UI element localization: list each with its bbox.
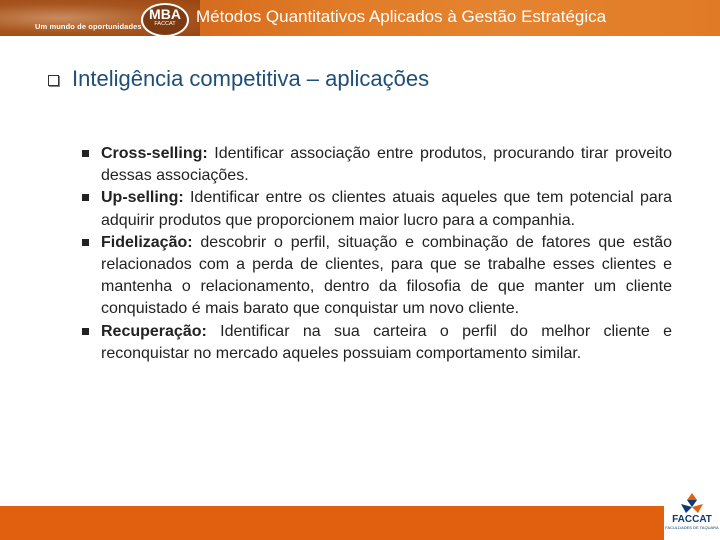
item-text: Identificar na sua carteira o perfil do melhor cliente e reconquistar no mercado aqueles possuiam comportamento similar. [101,322,672,362]
list-item-up-selling [82,187,672,231]
faccat-logo [664,488,720,540]
item-term: Recuperação: [101,322,207,340]
item-term: Fidelização: [101,233,193,251]
list-item-recuperacao [82,321,672,365]
mba-logo-subtext: FACCAT [154,21,176,27]
faccat-emblem-icon [677,492,707,514]
square-bullet-icon [82,239,89,246]
mba-logo-text: MBA [149,6,181,22]
list-item-cross-selling [82,143,672,187]
item-term: Cross-selling: [101,145,208,162]
faccat-logo-subtext: FACULDADES DE TAQUARA [665,525,719,530]
square-bullet-icon [82,194,89,201]
heading-text: Inteligência competitiva – aplicações [72,66,430,91]
footer-bar [0,506,720,540]
bullet-list [82,143,672,365]
item-term: Up-selling: [101,189,184,207]
main-heading [48,66,429,92]
list-item-fidelizacao [82,232,672,321]
slide-header-title: Métodos Quantitativos Aplicados à Gestão Estratégica [196,7,607,26]
square-bullet-icon [82,150,89,157]
mba-logo [141,3,189,37]
item-text: Identificar entre os clientes atuais aqueles que tem potencial para adquirir produtos que proporcionem maior lucro para a companhia. [101,189,672,229]
item-text: Identificar associação entre produtos, procurando tirar proveito dessas associações. [101,145,672,185]
faccat-logo-text: FACCAT [672,514,712,525]
tagline: Um mundo de oportunidades [35,22,142,31]
square-bullet-icon [82,328,89,335]
square-bullet-icon [48,75,59,86]
item-text: descobrir o perfil, situação e combinação de fatores que estão relacionados com a perda de clientes, para que se trabalhe esses clientes e mantenha o relacionamento, dentro da filosofia de que manter um cliente conquistado é mais barato que conquistar um novo cliente. [101,233,672,318]
header-banner [0,0,720,36]
